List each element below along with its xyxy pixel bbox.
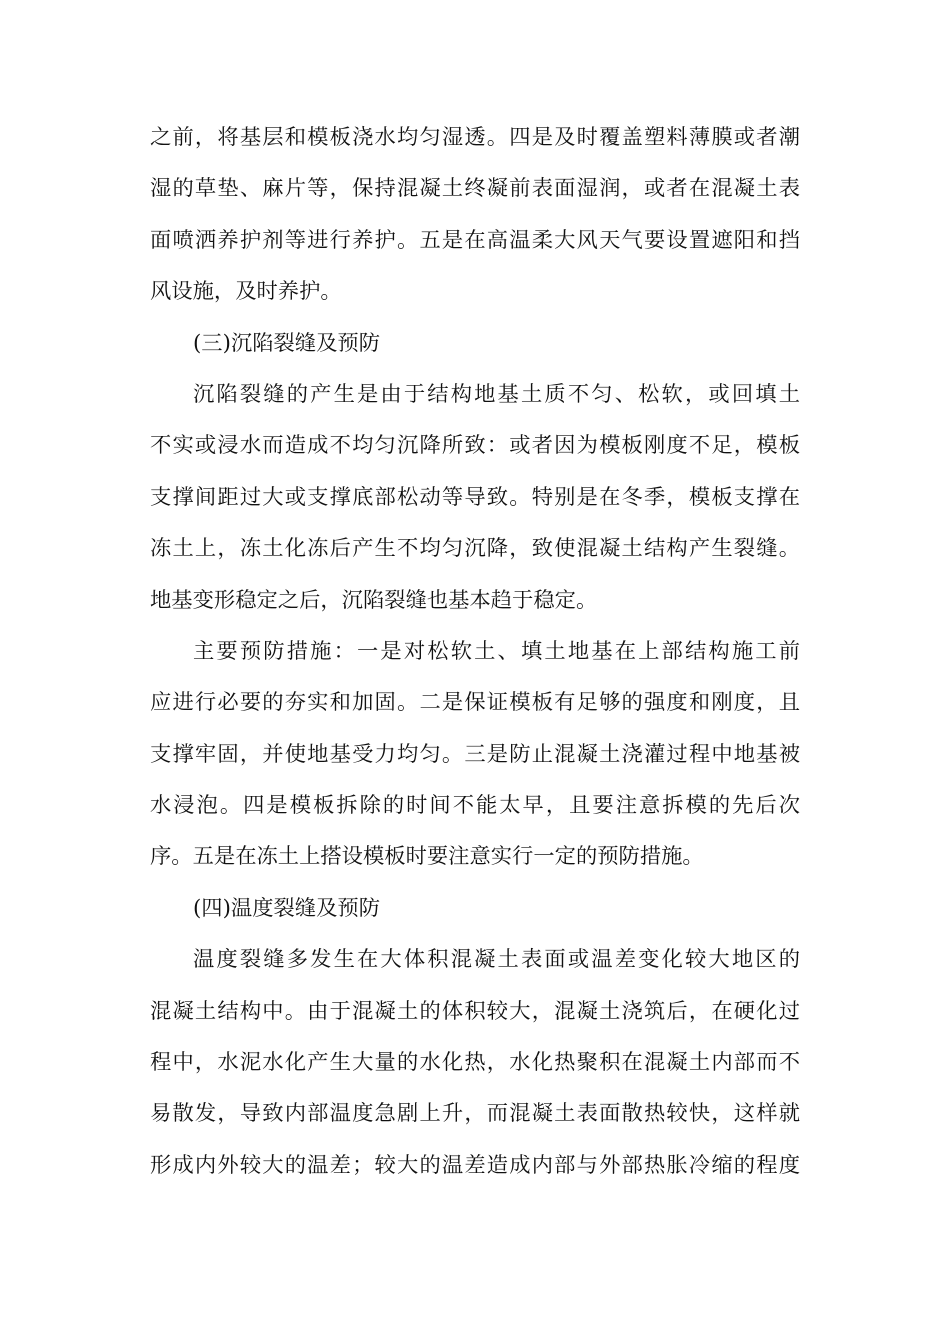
text-line: 支撑间距过大或支撑底部松动等导致。特别是在冬季，模板支撑在 <box>150 484 800 510</box>
text-line: 应进行必要的夯实和加固。二是保证模板有足够的强度和刚度，且 <box>150 690 800 716</box>
text-line: 面喷洒养护剂等进行养护。五是在高温柔大风天气要设置遮阳和挡 <box>150 227 800 253</box>
text-line: 温度裂缝多发生在大体积混凝土表面或温差变化较大地区的 <box>193 947 800 973</box>
paragraph <box>150 934 800 1191</box>
paragraph <box>150 112 800 318</box>
text-line: 之前，将基层和模板浇水均匀湿透。四是及时覆盖塑料薄膜或者潮 <box>150 125 800 150</box>
text-line: 冻土上，冻土化冻后产生不均匀沉降，致使混凝土结构产生裂缝。 <box>150 536 800 562</box>
text-line: 形成内外较大的温差；较大的温差造成内部与外部热胀冷缩的程度 <box>150 1152 800 1178</box>
section-heading <box>150 318 800 369</box>
paragraph <box>150 369 800 626</box>
text-line: 不实或浸水而造成不均匀沉降所致：或者因为模板刚度不足，模板 <box>150 433 800 459</box>
text-line: 水浸泡。四是模板拆除的时间不能太早，且要注意拆模的先后次 <box>150 793 800 819</box>
text-line: 地基变形稳定之后，沉陷裂缝也基本趋于稳定。 <box>150 587 598 613</box>
text-line: 混凝土结构中。由于混凝土的体积较大，混凝土浇筑后，在硬化过 <box>150 998 800 1024</box>
text-line: 沉陷裂缝的产生是由于结构地基土质不匀、松软，或回填土 <box>193 381 800 407</box>
section-heading <box>150 883 800 934</box>
text-line: 序。五是在冻土上搭设模板时要注意实行一定的预防措施。 <box>150 844 704 870</box>
text-line: 风设施，及时养护。 <box>150 279 342 305</box>
document-page <box>150 112 800 1191</box>
text-line: 主要预防措施：一是对松软土、填土地基在上部结构施工前 <box>193 638 800 664</box>
text-line: 支撑牢固，并使地基受力均匀。三是防止混凝土浇灌过程中地基被 <box>150 741 800 767</box>
paragraph <box>150 626 800 883</box>
heading-text: (四)温度裂缝及预防 <box>193 895 380 921</box>
heading-text: (三)沉陷裂缝及预防 <box>193 330 380 356</box>
text-line: 程中，水泥水化产生大量的水化热，水化热聚积在混凝土内部而不 <box>150 1050 800 1076</box>
text-line: 易散发，导致内部温度急剧上升，而混凝土表面散热较快，这样就 <box>150 1101 800 1127</box>
text-line: 湿的草垫、麻片等，保持混凝土终凝前表面湿润，或者在混凝土表 <box>150 176 800 202</box>
